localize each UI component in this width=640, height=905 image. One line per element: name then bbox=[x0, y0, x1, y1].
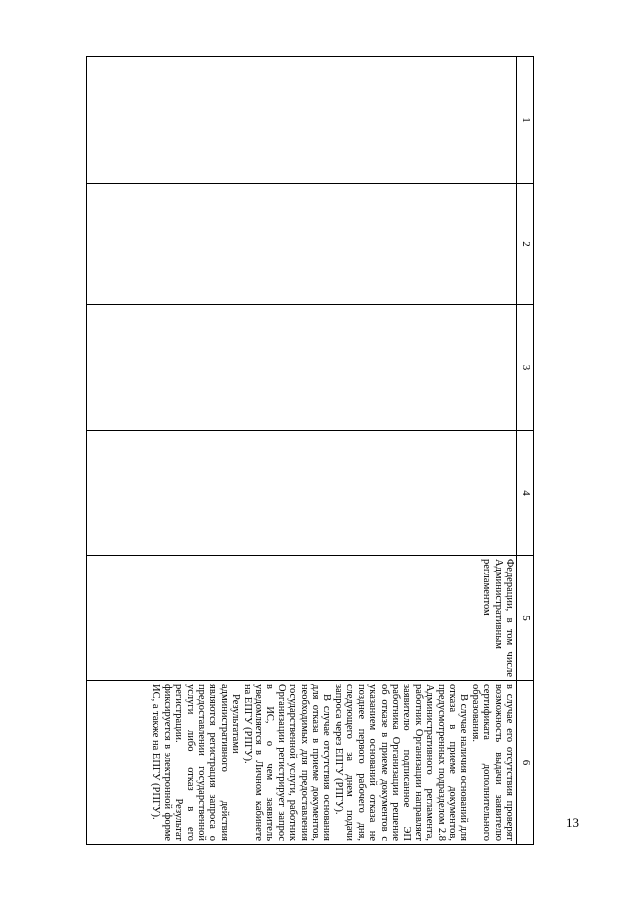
column-header-1: 1 bbox=[517, 57, 534, 184]
column-header-2: 2 bbox=[517, 184, 534, 305]
cell-col-5: Федерации, в том числе Административным регламентом bbox=[87, 556, 517, 681]
cell-col-2 bbox=[87, 184, 517, 305]
column-header-4: 4 bbox=[517, 431, 534, 556]
column-header-3: 3 bbox=[517, 305, 534, 431]
rotated-table-container bbox=[86, 56, 534, 844]
cell-col-6 bbox=[87, 681, 517, 845]
regulation-table bbox=[86, 56, 534, 845]
column-header-6: 6 bbox=[517, 681, 534, 845]
cell-col-1 bbox=[87, 57, 517, 184]
cell-col-4 bbox=[87, 431, 517, 556]
procedure-paragraph-3: В случае отсутствия основания для отказа в приеме документов, необходимых для предоставления государственной услуги, работник Организации регистрирует запрос в ИС, о чем заявитель уведомляется в Личном кабинете на ЕПГУ (РПГУ). bbox=[241, 684, 333, 841]
page-number: 13 bbox=[566, 815, 579, 830]
procedure-paragraph-1: в случае его отсутствия проверят возможность выдачи заявителю сертификата дополнительного образования. bbox=[469, 684, 515, 841]
table-row bbox=[87, 57, 517, 845]
column-header-5: 5 bbox=[517, 556, 534, 681]
table-header-row bbox=[517, 57, 534, 845]
procedure-paragraph-4: Результатами административного действия являются регистрация запроса о предоставлении государственной услуги либо отказ в его регистрации. Результат фиксируется в электронной форме ИС, а также на ЕПГУ (РПГУ). bbox=[150, 684, 242, 841]
cell-col-3 bbox=[87, 305, 517, 431]
procedure-paragraph-2: В случае наличия оснований для отказа в приеме документов, предусмотренных подразделом 2.8 Административного регламента, работник Организации направляет заявителю подписанное ЭП работника Организации решение об отказе в приеме документов с указанием оснований отказа не позднее первого рабочего дня, следующего за днем подачи запроса через ЕПГУ (РПГУ). bbox=[332, 684, 470, 842]
